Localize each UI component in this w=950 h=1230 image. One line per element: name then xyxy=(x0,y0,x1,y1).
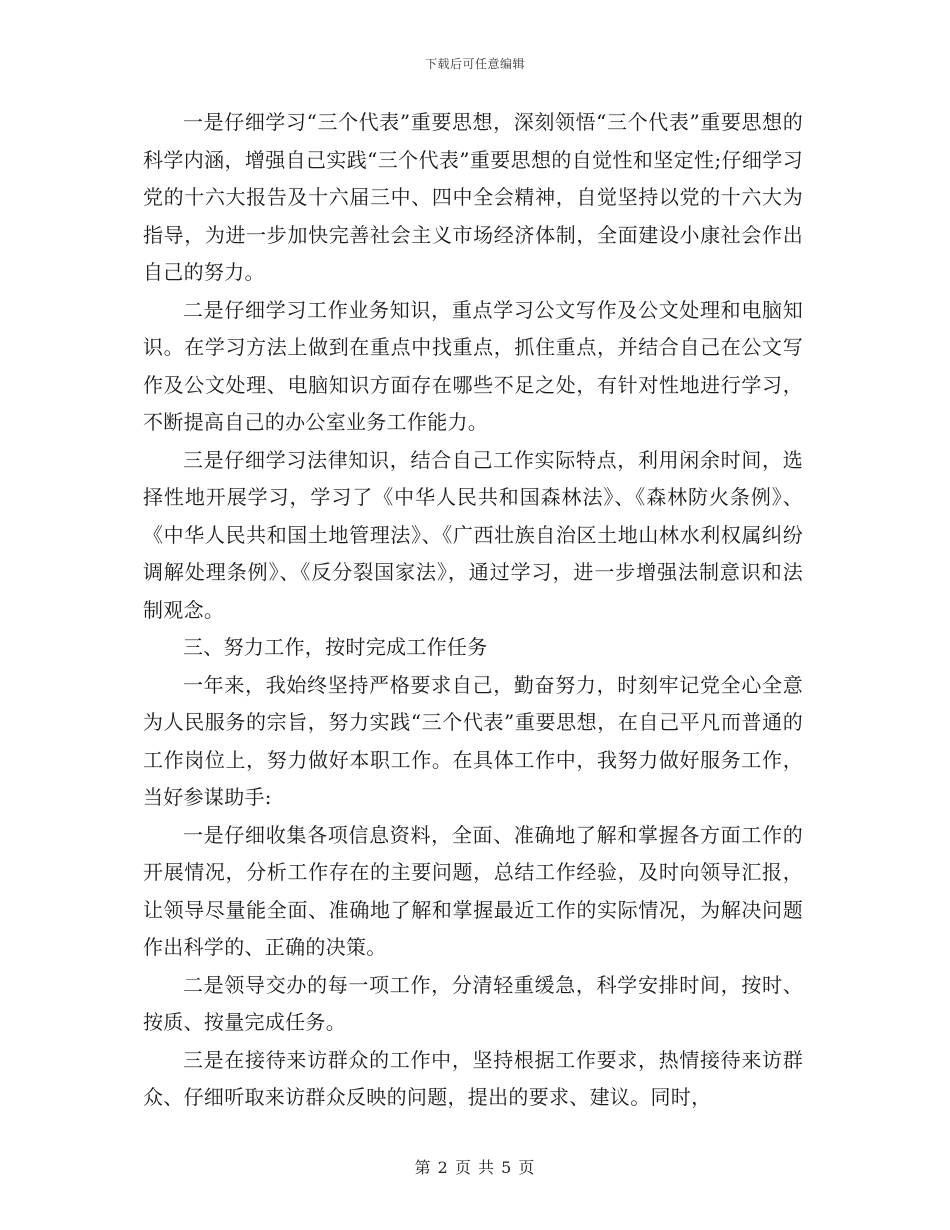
paragraph: 三是仔细学习法律知识，结合自己工作实际特点，利用闲余时间，选择性地开展学习，学习了《中华人民共和国森林法》、《森林防火条例》、《中华人民共和国土地管理法》、《广西壮族自治区土地山林水利权属纠纷调解处理条例》、《反分裂国家法》，通过学习，进一步增强法制意识和法制观念。 xyxy=(143,447,803,622)
document-body xyxy=(143,104,803,1117)
paragraph: 一是仔细学习“三个代表”重要思想，深刻领悟“三个代表”重要思想的科学内涵，增强自己实践“三个代表”重要思想的自觉性和坚定性;仔细学习党的十六大报告及十六届三中、四中全会精神，自觉坚持以党的十六大为指导，为进一步加快完善社会主义市场经济体制，全面建设小康社会作出自己的努力。 xyxy=(143,110,803,284)
paragraph: 一是仔细收集各项信息资料，全面、准确地了解和掌握各方面工作的开展情况，分析工作存在的主要问题，总结工作经验，及时向领导汇报，让领导尽量能全面、准确地了解和掌握最近工作的实际情况，为解决问题作出科学的、正确的决策。 xyxy=(143,822,803,959)
paragraph: 二是领导交办的每一项工作，分清轻重缓急，科学安排时间，按时、按质、按量完成任务。 xyxy=(143,972,803,1034)
page-number-footer: 第 2 页 共 5 页 xyxy=(414,1158,536,1177)
paragraph: 一年来，我始终坚持严格要求自己，勤奋努力，时刻牢记党全心全意为人民服务的宗旨，努力实践“三个代表”重要思想，在自己平凡而普通的工作岗位上，努力做好本职工作。在具体工作中，我努力做好服务工作，当好参谋助手: xyxy=(143,672,803,809)
paragraph: 二是仔细学习工作业务知识，重点学习公文写作及公文处理和电脑知识。在学习方法上做到在重点中找重点，抓住重点，并结合自己在公文写作及公文处理、电脑知识方面存在哪些不足之处，有针对性地进行学习，不断提高自己的办公室业务工作能力。 xyxy=(143,297,803,434)
page-header: 下载后可任意编辑 xyxy=(424,57,525,71)
section-heading: 三、努力工作，按时完成工作任务 xyxy=(183,635,488,659)
paragraph: 三是在接待来访群众的工作中，坚持根据工作要求，热情接待来访群众、仔细听取来访群众反映的问题，提出的要求、建议。同时， xyxy=(143,1047,803,1109)
